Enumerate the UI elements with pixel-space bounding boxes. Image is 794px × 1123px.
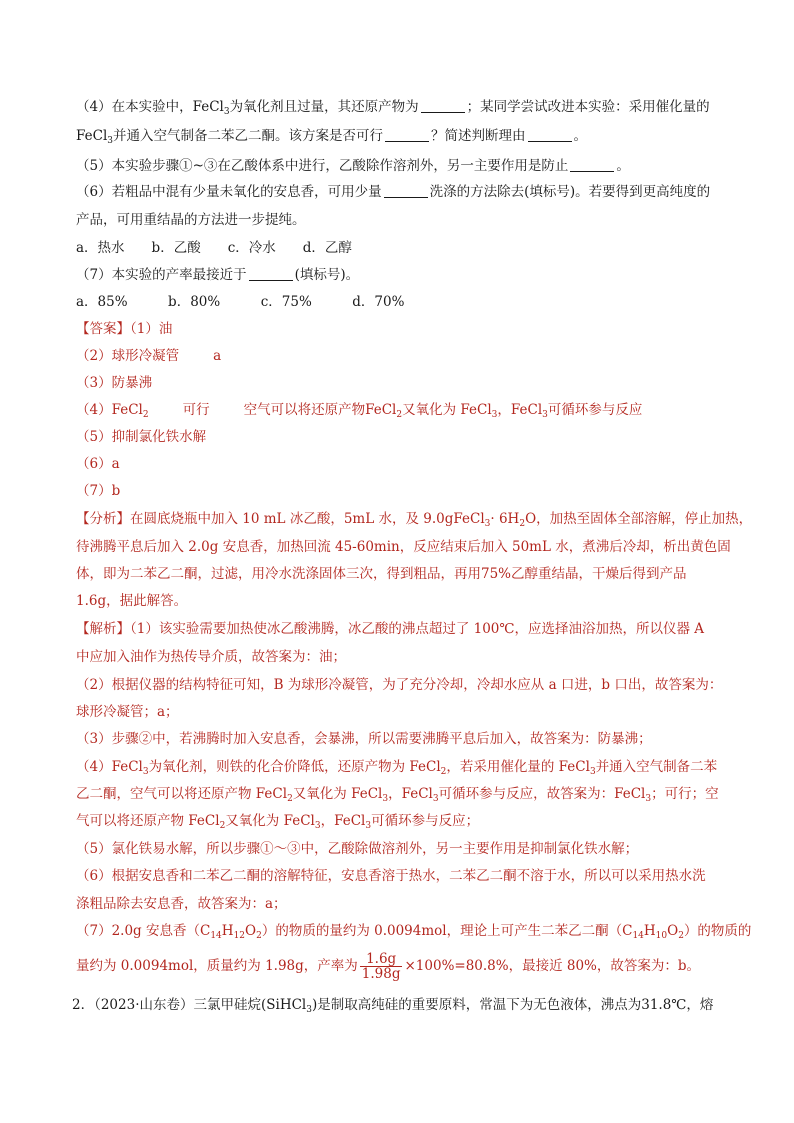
q6-options: a．热水 b．乙酸 c．冷水 d．乙醇 xyxy=(76,240,352,256)
explain-line-13: 量约为 0.0094mol，质量约为 1.98g，产率为 $\frac{1.6g}{1.98g}$ ×100%=80.8%，最接近 80%，故答案为：b。 xyxy=(76,951,701,982)
analysis-tag: 【分析】 xyxy=(76,511,130,527)
answer-blank[interactable] xyxy=(385,127,429,142)
yield-fraction: $\frac{1.6g}{1.98g}$ xyxy=(361,951,401,982)
q6-line-2: 产品，可用重结晶的方法进一步提纯。 xyxy=(76,212,306,228)
explain-line-3: （2）根据仪器的结构特征可知，B 为球形冷凝管，为了充分冷却，冷却水应从 a 口进，b 口出，故答案为： xyxy=(76,677,723,693)
analysis-line-4: 1.6g，据此解答。 xyxy=(76,593,188,609)
answer-tag: 【答案】 xyxy=(76,321,130,337)
explain-line-2: 中应加入油作为热传导介质，故答案为：油； xyxy=(76,649,346,665)
answer-blank[interactable] xyxy=(384,183,428,198)
answer-blank[interactable] xyxy=(570,157,614,172)
answer-line-6: （6）a xyxy=(76,456,120,472)
answer-line-7: （7）b xyxy=(76,483,121,499)
answer-line-1: 【答案】（1）油 xyxy=(76,321,173,337)
answer-line-2: （2）球形冷凝管 a xyxy=(76,348,222,364)
explain-line-7: 乙二酮，空气可以将还原产物 FeCl$_2$又氧化为 FeCl$_3$，FeCl$_3$可循环参与反应，故答案为：FeCl$_3$；可行；空 xyxy=(76,786,719,804)
q6-line-1: （6）若粗品中混有少量未氧化的安息香，可用少量 洗涤的方法除去(填标号)。若要得到更高纯度的 xyxy=(76,184,711,200)
next-question-line: 2．（2023·山东卷）三氯甲硅烷(SiHCl$_3$)是制取高纯硅的重要原料，常温下为无色液体，沸点为31.8℃，熔 xyxy=(72,997,714,1015)
explain-line-6: （4）FeCl$_3$为氧化剂，则铁的化合价降低，还原产物为 FeCl$_2$，若采用催化量的 FeCl$_3$并通入空气制备二苯 xyxy=(76,759,718,777)
analysis-line-3: 体，即为二苯乙二酮，过滤，用冷水洗涤固体三次，得到粗品，再用75%乙醇重结晶，干燥后得到产品 xyxy=(76,566,687,582)
q4-line-2: FeCl$_3$并通入空气制备二苯乙二酮。该方案是否可行 ？简述判断理由 。 xyxy=(76,128,587,146)
answer-line-5: （5）抑制氯化铁水解 xyxy=(76,429,207,445)
explain-line-5: （3）步骤②中，若沸腾时加入安息香，会暴沸，所以需要沸腾平息后加入，故答案为：防暴沸； xyxy=(76,731,652,747)
q5-line: （5）本实验步骤①~③在乙酸体系中进行，乙酸除作溶剂外，另一主要作用是防止 。 xyxy=(76,158,630,174)
explain-tag: 【解析】 xyxy=(76,621,130,637)
explain-line-10: （6）根据安息香和二苯乙二酮的溶解特征，安息香溶于热水，二苯乙二酮不溶于水，所以可以采用热水洗 xyxy=(76,868,706,884)
explain-line-4: 球形冷凝管；a； xyxy=(76,704,179,720)
explain-line-1: 【解析】（1）该实验需要加热使冰乙酸沸腾，冰乙酸的沸点超过了 100℃，应选择油浴加热，所以仪器 A xyxy=(76,621,705,637)
answer-line-3: （3）防暴沸 xyxy=(76,375,153,391)
q7-options: a．85% b．80% c．75% d．70% xyxy=(76,294,405,310)
q7-line: （7）本实验的产率最接近于 (填标号)。 xyxy=(76,267,360,283)
answer-blank[interactable] xyxy=(249,266,293,281)
explain-line-11: 涤粗品除去安息香，故答案为：a； xyxy=(76,896,287,912)
analysis-line-2: 待沸腾平息后加入 2.0g 安息香，加热回流 45-60min，反应结束后加入 50mL 水，煮沸后冷却，析出黄色固 xyxy=(76,539,731,555)
answer-blank[interactable] xyxy=(421,98,465,113)
q4-line-1: （4）在本实验中，FeCl$_3$为氧化剂且过量，其还原产物为 ；某同学尝试改进本实验：采用催化量的 xyxy=(76,99,710,117)
analysis-line-1: 【分析】在圆底烧瓶中加入 10 mL 冰乙酸，5mL 水，及 9.0gFeCl$_3$· $6H_2O$，加热至固体全部溶解，停止加热， xyxy=(76,511,753,529)
explain-line-9: （5）氯化铁易水解，所以步骤①～③中，乙酸除做溶剂外，另一主要作用是抑制氯化铁水解； xyxy=(76,841,639,857)
answer-blank[interactable] xyxy=(528,127,572,142)
explain-line-12: （7）2.0g 安息香$(C_{14}H_{12}O_2)$的物质的量约为 0.0094mol，理论上可产生二苯乙二酮$(C_{14}H_{10}O_2)$的物质的 xyxy=(76,923,752,941)
explain-line-8: 气可以将还原产物 FeCl$_2$又氧化为 FeCl$_3$，FeCl$_3$可循环参与反应； xyxy=(76,813,480,831)
answer-line-4: （4）FeCl$_2$ 可行 空气可以将还原产物FeCl$_2$又氧化为 FeCl$_3$，FeCl$_3$可循环参与反应 xyxy=(76,402,643,420)
